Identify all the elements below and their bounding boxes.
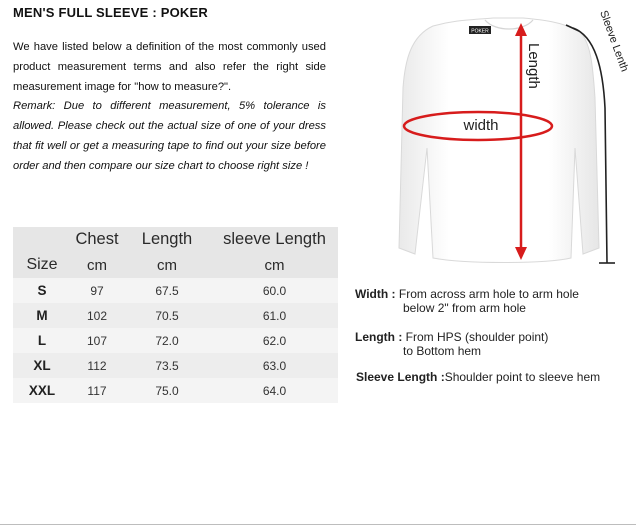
remark-text: Remark: Due to different measurement, 5% tolerance is allowed. Please check out the actual size of one of your dress that fit well or get a measuring tape to find out your size before order and then compare our size chart to choose right size !	[13, 100, 326, 172]
chest-cell: 107	[71, 328, 123, 353]
intro-paragraph: We have listed below a definition of the most commonly used product measurement terms and also refer the right side measurement image for "how to measure?".	[13, 41, 326, 93]
table-row	[13, 328, 338, 353]
length-cell: 70.5	[123, 303, 211, 328]
table-row	[13, 378, 338, 403]
length-label: Length	[525, 43, 542, 89]
size-chart-unit-row	[13, 252, 338, 278]
size-header: Size	[26, 256, 58, 273]
length-cell: 72.0	[123, 328, 211, 353]
sleeve-length-definition	[356, 370, 600, 384]
size-cell: XL	[13, 353, 71, 378]
sleeve-length-cell: 62.0	[211, 328, 338, 353]
length-cell: 73.5	[123, 353, 211, 378]
table-row	[13, 303, 338, 328]
size-cell: L	[13, 328, 71, 353]
size-chart-header-cell	[13, 227, 71, 252]
chest-unit: cm	[87, 256, 107, 274]
sleeve-length-unit: cm	[264, 256, 285, 274]
size-cell: S	[13, 278, 71, 303]
width-definition	[355, 287, 579, 315]
chest-header: Chest	[75, 230, 119, 248]
sleeve-length-header: sleeve Length	[223, 230, 326, 248]
intro-text	[13, 38, 326, 177]
shirt-measurement-figure	[345, 8, 636, 273]
width-label: width	[463, 117, 499, 134]
table-row	[13, 278, 338, 303]
size-chart-table	[13, 227, 338, 403]
chest-cell: 97	[71, 278, 123, 303]
sleeve-length-cell: 64.0	[211, 378, 338, 403]
chest-cell: 117	[71, 378, 123, 403]
brand-tag-text: POKER	[471, 28, 489, 35]
definition-text-cont: below 2" from arm hole	[403, 301, 526, 315]
sleeve-length-label: Sleeve Lenth	[597, 8, 631, 74]
definition-text: From across arm hole to arm hole	[398, 287, 579, 301]
size-cell: M	[13, 303, 71, 328]
length-header: Length	[141, 230, 193, 248]
definition-text: Shoulder point to sleeve hem	[444, 370, 601, 384]
length-unit: cm	[157, 256, 177, 274]
length-cell: 75.0	[123, 378, 211, 403]
definition-term: Sleeve Length :	[356, 370, 445, 384]
definition-text-cont: to Bottom hem	[403, 344, 482, 358]
footer-divider	[0, 524, 636, 525]
chest-cell: 112	[71, 353, 123, 378]
chest-cell: 102	[71, 303, 123, 328]
sleeve-length-cell: 63.0	[211, 353, 338, 378]
definition-term: Width :	[355, 287, 396, 301]
size-cell: XXL	[13, 378, 71, 403]
sleeve-length-cell: 60.0	[211, 278, 338, 303]
table-row	[13, 353, 338, 378]
length-definition	[355, 330, 548, 358]
sleeve-length-cell: 61.0	[211, 303, 338, 328]
page-title: MEN'S FULL SLEEVE : POKER	[13, 5, 208, 20]
definition-text: From HPS (shoulder point)	[405, 330, 549, 344]
definition-term: Length :	[355, 330, 403, 344]
length-cell: 67.5	[123, 278, 211, 303]
size-chart-header-row	[13, 227, 338, 252]
